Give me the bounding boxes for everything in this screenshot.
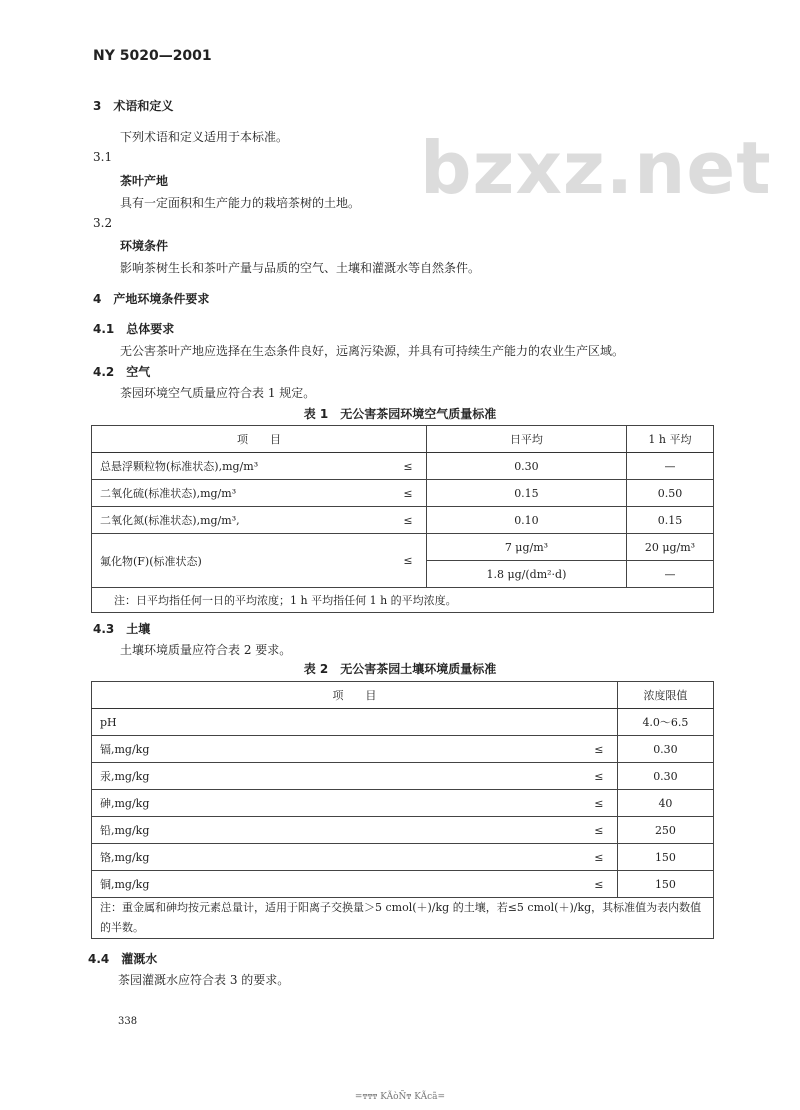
daily-value: 0.15: [426, 480, 626, 507]
table-header-daily: 日平均: [426, 426, 626, 453]
limit-value: 0.30: [617, 763, 713, 790]
row-item: 砷,mg/kg: [92, 790, 581, 817]
row-item: 镉,mg/kg: [92, 736, 581, 763]
table-row: [92, 709, 714, 736]
footer-garbled-text: =ͳͳͳ KÃòÑͳ KÃcã=: [354, 1092, 446, 1102]
table-2-caption: 表 2 无公害茶园土壤环境质量标准: [303, 662, 497, 676]
row-item: 总悬浮颗粒物(标准状态),mg/m³: [92, 453, 390, 480]
section-4-3-heading: 4.3 土壤: [93, 622, 151, 636]
section-3-2-term: 环境条件: [120, 239, 169, 253]
le-symbol: ≤: [581, 790, 618, 817]
daily-value: 7 μg/m³: [426, 534, 626, 561]
le-symbol: ≤: [581, 844, 618, 871]
section-4-4-heading: 4.4 灌溉水: [88, 952, 158, 966]
row-item: 氟化物(F)(标准状态): [92, 534, 390, 588]
section-4-3-text: 土壤环境质量应符合表 2 要求。: [120, 643, 292, 657]
section-4-4-text: 茶园灌溉水应符合表 3 的要求。: [118, 973, 290, 987]
section-3-1-term: 茶叶产地: [120, 174, 169, 188]
table-2-soil-quality: [91, 681, 714, 939]
hourly-value: 0.50: [626, 480, 713, 507]
hourly-value: 0.15: [626, 507, 713, 534]
limit-value: 150: [617, 844, 713, 871]
hourly-value: —: [626, 561, 713, 588]
table-1-air-quality: [91, 425, 714, 613]
table-header-item: 项 目: [92, 426, 427, 453]
row-item: 铜,mg/kg: [92, 871, 581, 898]
section-3-2-def: 影响茶树生长和茶叶产量与品质的空气、土壤和灌溉水等自然条件。: [120, 261, 481, 275]
section-3-2-num: 3.2: [93, 216, 113, 230]
daily-value: 0.30: [426, 453, 626, 480]
le-symbol: ≤: [581, 763, 618, 790]
section-4-1-heading: 4.1 总体要求: [93, 322, 175, 336]
le-symbol: ≤: [390, 534, 427, 588]
table-1-caption: 表 1 无公害茶园环境空气质量标准: [303, 407, 497, 421]
row-item: 汞,mg/kg: [92, 763, 581, 790]
daily-value: 0.10: [426, 507, 626, 534]
section-3-1-def: 具有一定面积和生产能力的栽培茶树的土地。: [120, 196, 361, 210]
limit-value: 0.30: [617, 736, 713, 763]
le-symbol: ≤: [390, 480, 427, 507]
limit-value: 250: [617, 817, 713, 844]
table-header-item: 项 目: [92, 682, 618, 709]
hourly-value: 20 μg/m³: [626, 534, 713, 561]
table-row: [92, 844, 714, 871]
table-row: [92, 453, 714, 480]
hourly-value: —: [626, 453, 713, 480]
section-4-1-text: 无公害茶叶产地应选择在生态条件良好，远离污染源，并具有可持续生产能力的农业生产区域。: [120, 344, 625, 358]
le-symbol: ≤: [390, 507, 427, 534]
table-row: [92, 871, 714, 898]
table-header-hourly: 1 h 平均: [626, 426, 713, 453]
watermark: bzxz.net: [420, 126, 772, 210]
limit-value: 150: [617, 871, 713, 898]
daily-value: 1.8 μg/(dm²·d): [426, 561, 626, 588]
table-1-note: 注：日平均指任何一日的平均浓度；1 h 平均指任何 1 h 的平均浓度。: [92, 588, 714, 613]
document-id: NY 5020—2001: [93, 48, 212, 64]
le-symbol: ≤: [581, 817, 618, 844]
section-3-intro: 下列术语和定义适用于本标准。: [120, 130, 289, 144]
table-row: [92, 736, 714, 763]
table-row: [92, 480, 714, 507]
table-header-limit: 浓度限值: [617, 682, 713, 709]
section-3-heading: 3 术语和定义: [93, 99, 174, 113]
row-item: 二氧化氮(标准状态),mg/m³,: [92, 507, 390, 534]
limit-value: 4.0～6.5: [617, 709, 713, 736]
le-symbol: ≤: [390, 453, 427, 480]
table-row: [92, 790, 714, 817]
section-4-2-heading: 4.2 空气: [93, 365, 151, 379]
table-row: [92, 534, 714, 561]
section-4-2-text: 茶园环境空气质量应符合表 1 规定。: [120, 386, 316, 400]
section-4-heading: 4 产地环境条件要求: [93, 292, 210, 306]
le-symbol: ≤: [581, 736, 618, 763]
table-row: [92, 817, 714, 844]
table-2-note: 注：重金属和砷均按元素总量计，适用于阳离子交换量＞5 cmol(＋)/kg 的土壤，若≤5 cmol(＋)/kg，其标准值为表内数值的半数。: [92, 898, 714, 939]
le-symbol: ≤: [581, 871, 618, 898]
row-item: pH: [92, 709, 618, 736]
table-row: [92, 763, 714, 790]
table-row: [92, 507, 714, 534]
limit-value: 40: [617, 790, 713, 817]
row-item: 铬,mg/kg: [92, 844, 581, 871]
row-item: 铅,mg/kg: [92, 817, 581, 844]
row-item: 二氧化硫(标准状态),mg/m³: [92, 480, 390, 507]
page-number: 338: [118, 1016, 138, 1027]
section-3-1-num: 3.1: [93, 150, 113, 164]
